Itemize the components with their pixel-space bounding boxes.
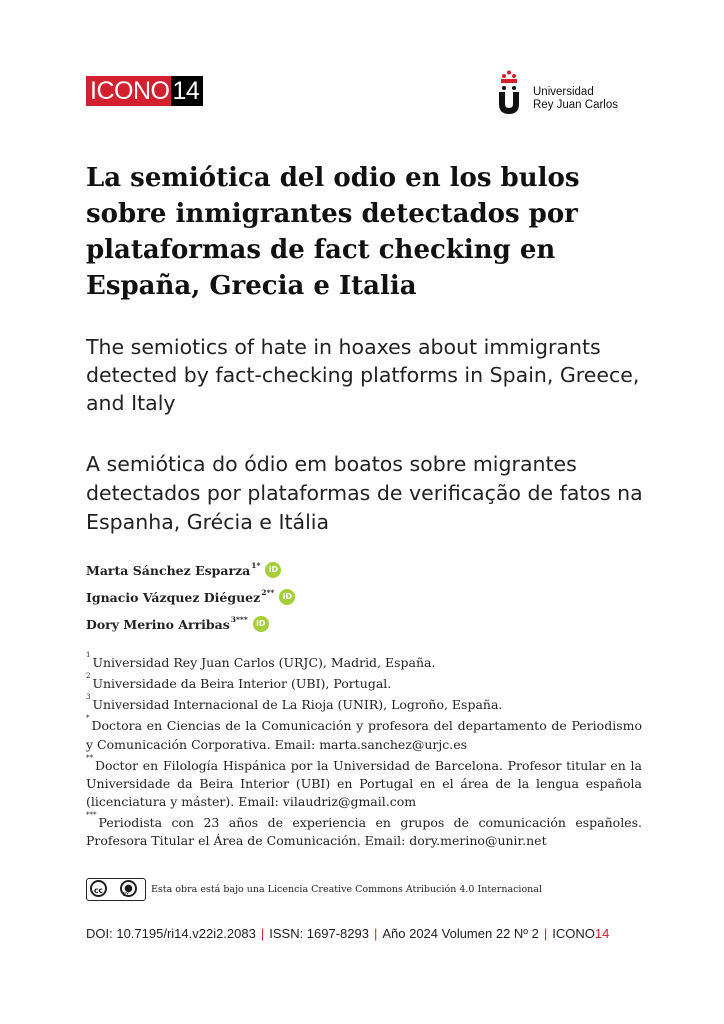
affiliation-item <box>86 651 642 672</box>
footer-doi[interactable]: DOI: 10.7195/ri14.v22i2.2083 <box>86 926 256 941</box>
affiliation-item <box>86 693 642 714</box>
affiliation-text: Universidad Internacional de La Rioja (UNIR), Logroño, España. <box>92 697 503 713</box>
attribution-person-icon: ● <box>120 880 137 897</box>
author-name: Dory Merino Arribas <box>86 616 230 632</box>
affiliation-text: Periodista con 23 años de experiencia en grupos de comunicación españoles. Profesora Titular el Área de Comunicación. Email: dory.merino@unir.net <box>86 814 642 848</box>
university-name-line1: Universidad <box>533 86 594 98</box>
footer-separator: | <box>543 926 548 941</box>
footer-journal-part1: ICONO <box>552 926 595 941</box>
cc-icon: cc <box>90 880 107 897</box>
urjc-crown-u-icon <box>497 70 521 114</box>
journal-logo <box>86 76 203 106</box>
university-name <box>533 86 618 112</box>
affiliation-text: Doctor en Filología Hispánica por la Universidad de Barcelona. Profesor titular en la Universidade da Beira Interior (UBI) en Portugal en el área de la lengua española (licenciatura y máster). Email: vilaudriz@gmail.com <box>86 757 642 809</box>
footer-journal-part2: 14 <box>594 926 610 941</box>
orcid-icon[interactable]: iD <box>265 562 281 578</box>
author-marks: 2** <box>261 587 275 597</box>
affiliation-mark: 1 <box>86 651 91 659</box>
affiliation-item <box>86 811 642 850</box>
affiliation-item <box>86 714 642 753</box>
page-footer <box>86 926 609 941</box>
cc-by-license-icon[interactable] <box>86 878 146 901</box>
author-1 <box>86 562 281 578</box>
affiliation-item <box>86 672 642 693</box>
affiliation-text: Universidad Rey Juan Carlos (URJC), Madrid, España. <box>92 655 436 671</box>
author-marks: 3*** <box>230 614 248 624</box>
affiliation-mark: *** <box>86 810 97 819</box>
author-2 <box>86 589 295 605</box>
footer-issn: ISSN: 1697-8293 <box>269 926 369 941</box>
footer-separator: | <box>373 926 378 941</box>
affiliation-mark: 2 <box>86 672 91 681</box>
affiliation-mark: * <box>86 714 90 723</box>
title-english: The semiotics of hate in hoaxes about immigrants detected by fact-checking platforms in Spain, Greece, and Italy <box>86 335 640 415</box>
affiliation-mark: 3 <box>86 693 91 702</box>
university-logo <box>497 70 627 114</box>
title-spanish: La semiótica del odio en los bulos sobre inmigrantes detectados por plataformas de fact checking en España, Grecia e Italia <box>86 163 580 301</box>
author-name: Ignacio Vázquez Diéguez <box>86 589 261 605</box>
orcid-icon[interactable]: iD <box>253 616 269 632</box>
footer-separator: | <box>260 926 265 941</box>
affiliation-item <box>86 754 642 811</box>
affiliations <box>86 651 642 850</box>
author-marks: 1* <box>251 560 261 570</box>
author-name: Marta Sánchez Esparza <box>86 562 251 578</box>
affiliation-text: Doctora en Ciencias de la Comunicación y profesora del departamento de Periodismo y Comunicación Corporativa. Email: marta.sanchez@urjc.es <box>86 718 642 752</box>
affiliation-text: Universidade da Beira Interior (UBI), Portugal. <box>92 676 392 692</box>
journal-logo-part2: 14 <box>171 76 203 106</box>
journal-logo-part1: ICONO <box>86 76 171 106</box>
affiliation-mark: ** <box>86 753 93 762</box>
cc-by-label: BY <box>122 892 130 898</box>
university-name-line2: Rey Juan Carlos <box>533 99 619 111</box>
license-text: Esta obra está bajo una Licencia Creative Commons Atribución 4.0 Internacional <box>151 884 543 895</box>
footer-issue: Año 2024 Volumen 22 Nº 2 <box>382 926 539 941</box>
orcid-icon[interactable]: iD <box>279 589 295 605</box>
author-3 <box>86 616 269 632</box>
title-portuguese: A semiótica do ódio em boatos sobre migrantes detectados por plataformas de verificação de fatos na Espanha, Grécia e Itália <box>86 452 643 534</box>
